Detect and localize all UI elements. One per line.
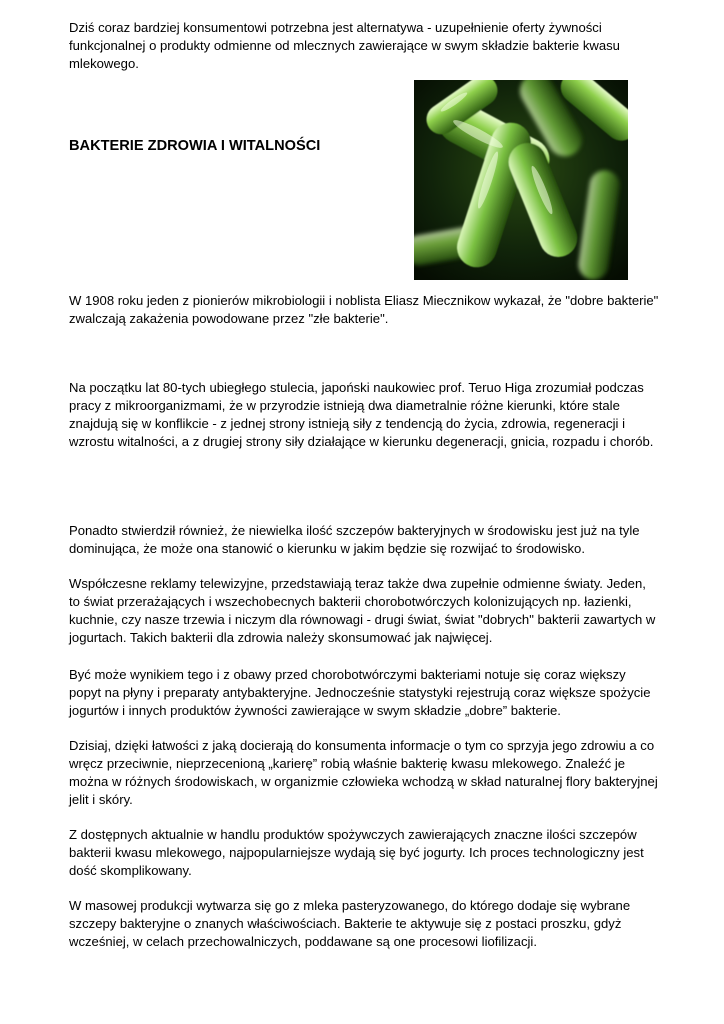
paragraph-higa: Na początku lat 80-tych ubiegłego stulecia, japoński naukowiec prof. Teruo Higa zrozumiał podczas pracy z mikroorganizmami, że w przyrodzie istnieją dwa diametralnie różne kierunki, które stale znajdują się w konflikcie - z jednej strony istnieją siły z tendencją do życia, zdrowia, regeneracji i wzrostu witalności, a z drugiej strony siły działające w kierunku degeneracji, gnicia, rozpadu i chorób. [69,380,654,449]
paragraph-miecznikow: W 1908 roku jeden z pionierów mikrobiologii i noblista Eliasz Miecznikow wykazał, że "dobre bakterie" zwalczają zakażenia powodowane przez "złe bakterie". [69,293,659,326]
intro-paragraph: Dziś coraz bardziej konsumentowi potrzebna jest alternatywa - uzupełnienie oferty żywności funkcjonalnej o produkty odmienne od mlecznych zawierające w swym składzie bakterie kwasu mlekowego. [69,20,620,71]
paragraph-advertising: Współczesne reklamy telewizyjne, przedstawiają teraz także dwa zupełnie odmienne światy. Jeden, to świat przerażających i wszechobecnych bakterii chorobotwórczych kolonizujących np. łazienki, kuchnie, czy nasze trzewia i niczym dla równowagi - drugi świat, świat "dobrych" bakterii zawartych w jogurtach. Takich bakterii dla zdrowia należy skonsumować jak najwięcej. [69,576,656,645]
section-heading: BAKTERIE ZDROWIA I WITALNOŚCI [69,138,321,154]
paragraph-yogurts: Z dostępnych aktualnie w handlu produktów spożywczych zawierających znaczne ilości szczepów bakterii kwasu mlekowego, najpopularniejsze wydają się być jogurty. Ich proces technologiczny jest dość skomplikowany. [69,827,644,878]
bacteria-illustration-icon [414,80,628,280]
paragraph-antibacterial: Być może wynikiem tego i z obawy przed chorobotwórczymi bakteriami notuje się coraz większy popyt na płyny i preparaty antybakteryjne. Jednocześnie statystyki rejestrują coraz większe spożycie jogurtów i innych produktów żywności zawierające w swym składzie „dobre” bakterie. [69,667,651,718]
paragraph-strains: Ponadto stwierdził również, że niewielka ilość szczepów bakteryjnych w środowisku jest już na tyle dominująca, że może ona stanowić o kierunku w jakim będzie się rozwijać to środowisko. [69,523,640,556]
paragraph-production: W masowej produkcji wytwarza się go z mleka pasteryzowanego, do którego dodaje się wybrane szczepy bakteryjne o znanych właściwościach. Bakterie te aktywuje się z postaci proszku, gdyż wcześniej, w celach przechowalniczych, poddawane są one procesowi liofilizacji. [69,898,631,949]
paragraph-lactic-acid: Dzisiaj, dzięki łatwości z jaką docierają do konsumenta informacje o tym co sprzyja jego zdrowiu a co wręcz przeciwnie, nieprzecenioną „karierę” robią właśnie bakterię kwasu mlekowego. Znaleźć je można w różnych środowiskach, w organizmie człowieka wchodzą w skład naturalnej flory bakteryjnej jelit i skóry. [69,738,658,807]
